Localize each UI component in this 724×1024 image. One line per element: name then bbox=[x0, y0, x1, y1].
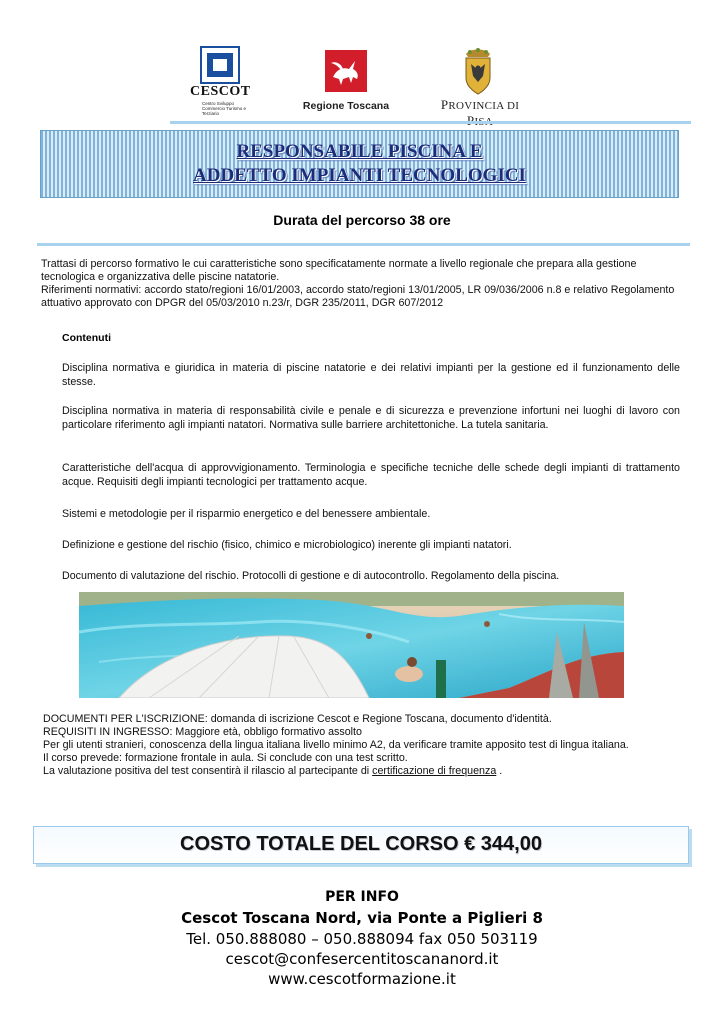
certificate-note: La valutazione positiva del test consentirà il rilascio al partecipante di certificazione di frequenza . bbox=[43, 765, 503, 777]
title-line-2: ADDETTO IMPIANTI TECNOLOGICI bbox=[193, 165, 526, 186]
cescot-logo-name: CESCOT bbox=[190, 84, 251, 99]
entry-requirements: REQUISITI IN INGRESSO: Maggiore età, obbligo formativo assolto bbox=[43, 726, 362, 738]
provincia-pisa-label: PROVINCIA DI bbox=[440, 97, 520, 112]
foreign-users-note: Per gli utenti stranieri, conoscenza della lingua italiana livello minimo A2, da verificare tramite apposito test di lingua italiana. bbox=[43, 739, 629, 751]
regione-toscana-logo bbox=[300, 48, 392, 114]
enrollment-documents: DOCUMENTI PER L'ISCRIZIONE: domanda di iscrizione Cescot e Regione Toscana, documento d'identità. bbox=[43, 713, 552, 725]
total-cost: COSTO TOTALE DEL CORSO € 344,00 bbox=[180, 833, 542, 855]
content-item: Sistemi e metodologie per il risparmio energetico e del benessere ambientale. bbox=[62, 508, 431, 520]
pool-photo bbox=[79, 592, 624, 698]
content-item: Disciplina normativa e giuridica in materia di piscine natatorie e dei relativi impianti per la gestione ed il funzionamento delle stesse. bbox=[62, 362, 680, 388]
info-heading: PER INFO bbox=[325, 889, 399, 905]
cescot-emblem-icon bbox=[200, 46, 240, 84]
content-item: Documento di valutazione del rischio. Protocolli di gestione e di autocontrollo. Regolamento della piscina. bbox=[62, 570, 560, 582]
contact-phone: Tel. 050.888080 – 050.888094 fax 050 503119 bbox=[186, 930, 538, 948]
intro-description: Trattasi di percorso formativo le cui caratteristiche sono specificatamente normate a livello regionale che prepara alla gestione tecnologica e organizzativa delle piscine natatorie. bbox=[41, 258, 637, 283]
enrollment-info bbox=[43, 713, 683, 778]
cost-banner bbox=[33, 826, 689, 864]
title-banner bbox=[40, 130, 679, 198]
contents-heading: Contenuti bbox=[62, 332, 111, 344]
intro-references: Riferimenti normativi: accordo stato/regioni 16/01/2003, accordo stato/regioni 13/01/2005, LR 09/036/2006 n.8 e relativo Regolamento attuativo approvato con DPGR del 05/03/2010 n.23/r, DGR 235/2011, DGR 607/2012 bbox=[41, 284, 675, 309]
intro-text bbox=[41, 258, 681, 310]
title-line-1: RESPONSABILE PISCINA E bbox=[236, 141, 483, 162]
course-duration: Durata del percorso 38 ore bbox=[273, 212, 451, 228]
certificate-link[interactable]: certificazione di frequenza bbox=[372, 765, 497, 777]
pegasus-flag-icon bbox=[325, 50, 367, 92]
page-title bbox=[41, 140, 678, 188]
contact-email[interactable]: cescot@confesercentitoscananord.it bbox=[225, 950, 499, 968]
contact-address: Cescot Toscana Nord, via Ponte a Piglieri 8 bbox=[181, 909, 543, 927]
content-item: Definizione e gestione del rischio (fisico, chimico e microbiologico) inerente gli impianti natatori. bbox=[62, 539, 512, 551]
content-item: Disciplina normativa in materia di responsabilità civile e penale e di sicurezza e prevenzione infortuni nei luoghi di lavoro con particolare riferimento agli impianti natatori. Normativa sulle barriere architettoniche. La tutela sanitaria. bbox=[62, 405, 680, 431]
pisa-coat-of-arms-icon bbox=[458, 48, 498, 96]
cescot-logo-subtitle: Centro Sviluppo Commercio Turismo e Terziario bbox=[202, 101, 247, 116]
duration-divider bbox=[37, 243, 690, 246]
content-item: Caratteristiche dell'acqua di approvvigionamento. Terminologia e specifiche tecniche delle schede degli impianti di trattamento acque. Requisiti degli impianti tecnologici per trattamento acque. bbox=[62, 462, 680, 488]
course-format: Il corso prevede: formazione frontale in aula. Si conclude con una test scritto. bbox=[43, 752, 408, 764]
contact-website[interactable]: www.cescotformazione.it bbox=[268, 970, 456, 988]
cescot-logo bbox=[190, 44, 256, 120]
header-divider bbox=[170, 121, 691, 124]
regione-toscana-label: Regione Toscana bbox=[302, 100, 390, 112]
provincia-pisa-logo bbox=[428, 42, 532, 114]
